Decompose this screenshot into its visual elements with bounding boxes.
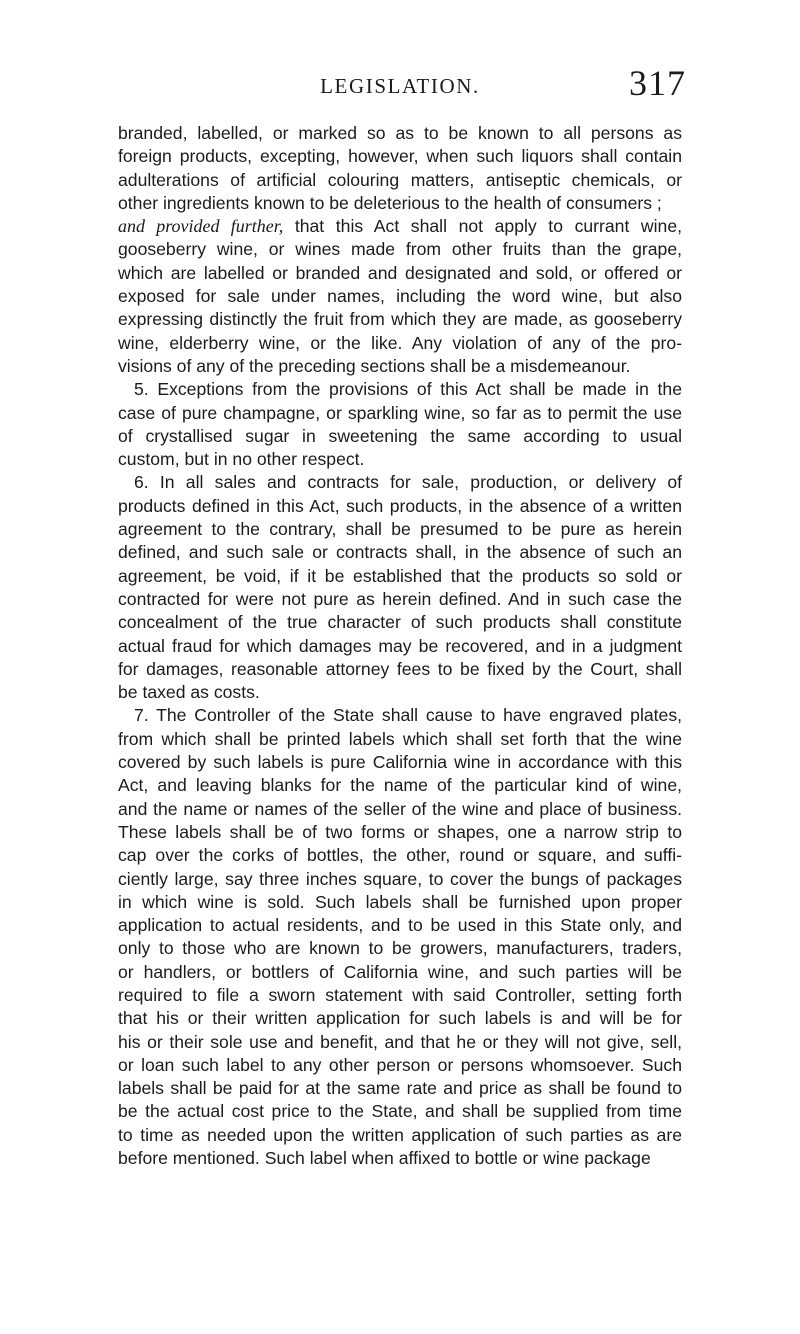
text-line: foreign products, excepting, however, when such liquors shall contain <box>118 146 682 167</box>
text-line: Act, and leaving blanks for the name of the particular kind of wine, <box>118 775 682 796</box>
text-line: be the actual cost price to the State, and shall be supplied from time <box>118 1101 682 1122</box>
text-line: in which wine is sold. Such labels shall be furnished upon proper <box>118 891 682 912</box>
text-line: or handlers, or bottlers of California wine, and such parties will be <box>118 961 682 982</box>
text-line: actual fraud for which damages may be recovered, and in a judgment <box>118 635 682 656</box>
text-line: and the name or names of the seller of the wine and place of business. <box>118 798 682 819</box>
text-line: contracted for were not pure as herein defined. And in such case the <box>118 588 682 609</box>
text-line: products defined in this Act, such products, in the absence of a written <box>118 495 682 516</box>
paragraph <box>118 471 682 704</box>
paragraph <box>118 378 682 471</box>
page-number: 317 <box>629 63 686 103</box>
body-text <box>118 122 682 1170</box>
text-line: from which shall be printed labels which shall set forth that the wine <box>118 728 682 749</box>
text-line: to time as needed upon the written application of such parties as are <box>118 1124 682 1145</box>
text-line: 6. In all sales and contracts for sale, production, or delivery of <box>134 472 682 493</box>
text-line: other ingredients known to be deleterious to the health of consumers ; <box>118 192 662 213</box>
text-line: ciently large, say three inches square, to cover the bungs of packages <box>118 868 682 889</box>
text-line: his or their sole use and benefit, and that he or they will not give, sell, <box>118 1031 682 1052</box>
text-line: before mentioned. Such label when affixed to bottle or wine package <box>118 1148 651 1169</box>
text-line: 5. Exceptions from the provisions of this Act shall be made in the <box>134 379 682 400</box>
text-line: concealment of the true character of such products shall constitute <box>118 612 682 633</box>
text-line: defined, and such sale or contracts shall, in the absence of such an <box>118 542 682 563</box>
text-line: be taxed as costs. <box>118 682 260 703</box>
text-line: 7. The Controller of the State shall cause to have engraved plates, <box>134 705 682 726</box>
text-line: These labels shall be of two forms or shapes, one a narrow strip to <box>118 821 682 842</box>
text-line: that his or their written application for such labels is and will be for <box>118 1008 682 1029</box>
paragraph <box>118 215 682 378</box>
text-line: branded, labelled, or marked so as to be known to all persons as <box>118 123 682 143</box>
text-line: labels shall be paid for at the same rate and price as shall be found to <box>118 1078 682 1099</box>
running-title: LEGISLATION. <box>320 74 480 98</box>
text-line: only to those who are known to be growers, manufacturers, traders, <box>118 938 682 959</box>
paragraph <box>118 704 682 1170</box>
text-line: case of pure champagne, or sparkling wine, so far as to permit the use <box>118 402 682 423</box>
text-line: covered by such labels is pure California wine in accordance with this <box>118 752 682 773</box>
italic-lead: and provided further, <box>118 216 284 237</box>
running-header <box>118 62 686 112</box>
text-line: custom, but in no other respect. <box>118 449 365 470</box>
text-line: for damages, reasonable attorney fees to be fixed by the Court, shall <box>118 658 682 679</box>
text-line: which are labelled or branded and designated and sold, or offered or <box>118 262 682 283</box>
text-line: application to actual residents, and to be used in this State only, and <box>118 915 682 936</box>
text-line: agreement, be void, if it be established that the products so sold or <box>118 565 682 586</box>
text-line <box>118 215 682 238</box>
text-line: wine, elderberry wine, or the like. Any violation of any of the pro- <box>118 332 682 353</box>
text-line: required to file a sworn statement with said Controller, setting forth <box>118 984 682 1005</box>
text-line: agreement to the contrary, shall be presumed to be pure as herein <box>118 519 682 540</box>
text-line: exposed for sale under names, including the word wine, but also <box>118 286 682 307</box>
text-line: or loan such label to any other person or persons whomsoever. Such <box>118 1054 682 1075</box>
text-line: adulterations of artificial colouring matters, antiseptic chemicals, or <box>118 169 682 190</box>
paragraph <box>118 122 682 215</box>
text-line: gooseberry wine, or wines made from other fruits than the grape, <box>118 239 682 260</box>
text-line: of crystallised sugar in sweetening the same according to usual <box>118 425 682 446</box>
text-line: cap over the corks of bottles, the other, round or square, and suffi- <box>118 845 682 866</box>
text-line-rest: that this Act shall not apply to currant wine, <box>283 216 682 237</box>
text-line: visions of any of the preceding sections shall be a misdemeanour. <box>118 355 631 376</box>
text-line: expressing distinctly the fruit from which they are made, as gooseberry <box>118 309 682 330</box>
